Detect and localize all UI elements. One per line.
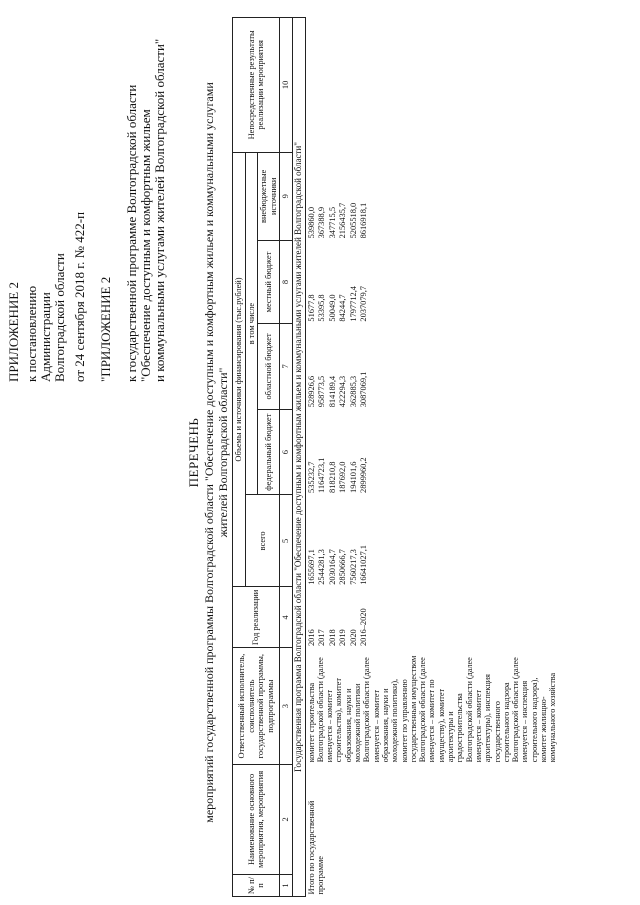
extra-value: 367388,9	[317, 206, 327, 239]
total-value: 2030164,7	[327, 549, 337, 585]
header-funding: Объемы и источники финансирования (тыс.рублей)	[233, 152, 246, 587]
total-value: 2850666,7	[338, 549, 348, 585]
local-value: 1797712,4	[348, 286, 358, 322]
regional-value: 814189,4	[327, 375, 337, 408]
federal-value: 818210,8	[327, 461, 337, 493]
header-responsible: Ответственный исполнитель, соисполнитель государственной программы, подпрограммы	[233, 648, 280, 764]
extra-value: 5205518,0	[348, 202, 358, 239]
col-number: 6	[280, 409, 293, 495]
total-label: Итого по государственной программе	[306, 800, 326, 895]
local-value: 53395,8	[317, 294, 327, 322]
funding-table	[232, 17, 559, 897]
col-number: 1	[280, 874, 293, 896]
regional-value: 958773,5	[317, 375, 327, 408]
year-value: 2016	[306, 629, 316, 646]
document-title: ПЕРЕЧЕНЬ	[186, 417, 201, 488]
header-regional: областной бюджет	[258, 324, 280, 410]
local-value: 84244,7	[338, 294, 348, 322]
results-cell	[305, 18, 559, 153]
header-name: Наименование основного мероприятия, мероприятия	[233, 764, 280, 874]
extra-value: 2156435,7	[338, 202, 348, 239]
decree-line-1: к постановлению	[24, 285, 39, 382]
appendix-label: ПРИЛОЖЕНИЕ 2	[6, 282, 21, 382]
year-value: 2016–2020	[359, 608, 369, 646]
total-value: 16641027,1	[359, 545, 369, 585]
regional-value: 422294,3	[338, 375, 348, 408]
federal-value: 194101,6	[348, 461, 358, 493]
col-number: 2	[280, 764, 293, 874]
extra-value: 8616918,1	[359, 202, 369, 239]
extra-value: 347715,5	[327, 206, 337, 239]
header-extra: внебюджетные источники	[258, 152, 280, 240]
header-local: местный бюджет	[258, 240, 280, 323]
regional-value: 528926,6	[306, 375, 316, 408]
regional-cell	[305, 324, 559, 410]
program-ref-1: к государственной программе Волгоградской области	[124, 84, 139, 382]
program-ref-2: "Обеспечение доступным и комфортным жильем	[138, 109, 153, 382]
federal-cell	[305, 409, 559, 495]
federal-value: 535232,7	[306, 461, 316, 493]
year-value: 2019	[338, 629, 348, 646]
extra-value: 539860,0	[306, 206, 316, 239]
col-number: 9	[280, 152, 293, 240]
years-cell	[305, 587, 559, 648]
total-value: 1655697,1	[306, 549, 316, 585]
col-number: 8	[280, 240, 293, 323]
regional-value: 362885,3	[348, 375, 358, 408]
federal-value: 187692,0	[338, 461, 348, 493]
year-value: 2017	[317, 629, 327, 646]
total-cell	[305, 495, 559, 587]
year-value: 2018	[327, 629, 337, 646]
document-subtitle-1: мероприятий государственной программы Волгоградской области "Обеспечение доступным и комфортным жильем и коммунальными услугами	[202, 82, 216, 823]
regional-value: 3087069,1	[359, 371, 369, 408]
federal-value: 1164723,1	[317, 457, 327, 493]
decree-line-3: Волгоградской области	[52, 253, 67, 382]
appendix-2-label: "ПРИЛОЖЕНИЕ 2	[98, 276, 113, 382]
total-value: 2544281,3	[317, 549, 327, 585]
local-value: 50049,0	[327, 294, 337, 322]
header-total: всего	[245, 495, 280, 587]
total-row	[305, 18, 559, 897]
document-subtitle-2: жителей Волгоградской области"	[216, 367, 230, 538]
decree-date: от 24 сентября 2018 г. № 422-п	[72, 211, 87, 382]
extra-cell	[305, 152, 559, 240]
header-federal: федеральный бюджет	[258, 409, 280, 495]
program-ref-3: и коммунальными услугами жителей Волгоградской области"	[152, 38, 167, 382]
local-cell	[305, 240, 559, 323]
year-value: 2020	[348, 629, 358, 646]
header-including: в том числе	[245, 152, 258, 495]
col-number: 5	[280, 495, 293, 587]
responsible-list: комитет строительства Волгоградской области (далее именуется – комитет строительства), комитет образования, науки и молодежной политики Волгоградской области (далее именуется – комитет образования, науки и молодежной политики), комитет по управлению государственным имуществом Волгоградской области (далее именуется – комитет по имуществу), комитет архитектуры и градостроительства Волгоградской области (далее именуется – комитет архитектуры), инспекция государственного строительного надзора Волгоградской области (далее именуется – инспекция строительного надзора), комитет жилищно-коммунального хозяйства	[306, 655, 558, 763]
federal-value: 2899960,2	[359, 457, 369, 493]
total-value: 7560217,3	[348, 549, 358, 585]
local-value: 51677,8	[306, 294, 316, 322]
program-name: Государственная программа Волгоградской области "Обеспечение доступным и комфортным жильем и коммунальными услугами жителей Волгоградской области"	[292, 18, 305, 897]
local-value: 2037079,7	[359, 286, 369, 322]
column-number-row	[280, 18, 293, 897]
col-number: 10	[280, 18, 293, 153]
col-number: 3	[280, 648, 293, 764]
program-row	[292, 18, 305, 897]
decree-line-2: Администрации	[38, 292, 53, 382]
header-year: Год реализации	[233, 587, 280, 648]
header-num: № п/п	[233, 874, 280, 896]
col-number: 4	[280, 587, 293, 648]
col-number: 7	[280, 324, 293, 410]
header-results: Непосредственные результаты реализации мероприятия	[233, 18, 280, 153]
